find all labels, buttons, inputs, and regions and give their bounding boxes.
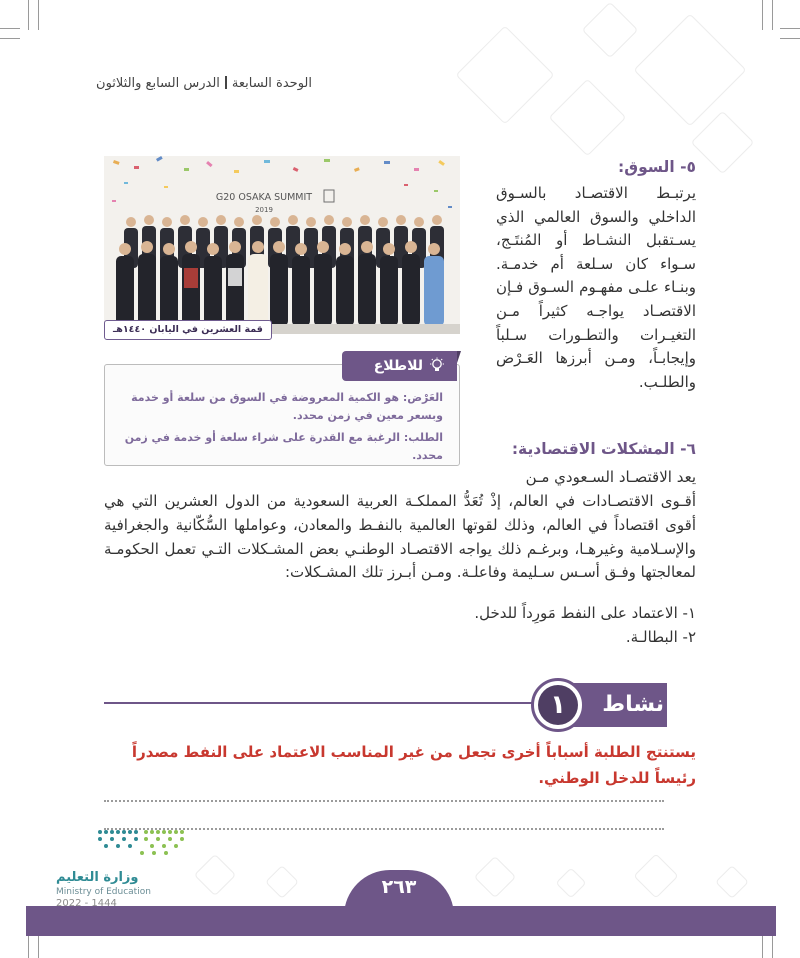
crop-mark [762,0,763,30]
activity-rule [104,702,534,704]
info-tab-label: للاطلاع [373,358,423,374]
section5-heading: ٥- السوق: [618,158,696,176]
unit-title: الوحدة السابعة [231,76,312,91]
supply-definition: العَرْض: هو الكمية المعروضة في السوق من سلعة أو خدمة وبسعر معين في زمن محدد. [131,391,443,422]
info-box-text [121,389,443,469]
banner-title: G20 OSAKA SUMMIT [215,192,313,203]
decor-diamond [265,865,299,899]
decor-diamond [555,867,586,898]
photo-illustration [104,156,460,334]
banner-year: 2019 [255,206,273,214]
decor-diamond [582,2,639,59]
crop-mark [28,0,29,30]
crop-mark [772,0,773,30]
ministry-name-ar: وزارة التعليم [56,870,139,885]
demand-definition: الطلب: الرغبة مع القدرة على شراء سلعة أو خدمة في زمن محدد. [124,431,443,462]
decor-diamond [633,853,678,898]
running-header [96,76,312,91]
crop-mark [780,28,800,29]
crop-mark [780,38,800,39]
photo-caption: قمة العشرين في اليابان ١٤٤٠هـ [104,320,272,340]
decor-diamond [474,856,516,898]
section5-body: يرتبـط الاقتصـاد بالسـوق الداخلي والسوق العالمي الذي يسـتقبل النشـاط أو المُنتَـج، سـواء كان سـلعة أم خدمـة. وبنـاء علـى مفهـوم السـوق فـإن الاقتصـاد يواجـه كثيراً مـن التغيـرات والتطـورات سـلباً وإيجابـاً، ومـن أبرزها العَـرْض والطلـب. [496,184,696,391]
crop-mark [38,0,39,30]
page-number: ٢٦٣ [381,876,417,898]
decor-diamond [715,865,749,899]
section6-intro: يعد الاقتصـاد السـعودي مـن [525,468,696,486]
ministry-name-en: Ministry of Education [56,887,151,897]
section6-body: أقـوى الاقتصـادات في العالم، إذْ تُعَدُّ المملكـة العربية السعودية من الدول العشرين التي هي أقوى اقتصاداً في العالم، وذلك لقوتها العالمية بالنفـط والمعادن، وعواملها السُّكّانية والجغرافية والإسـلامية وغيرهـا، وبرغـم ذلك يواجه الاقتصـاد الوطنـي بعض المشـكلات التـي تعمل الحكومـة لمعالجتها وفـق أسـس سـليمة وفاعلـة. ومـن أبـرز تلك المشـكلات: [104,492,696,582]
info-tab [342,351,457,381]
list-item: ١- الاعتماد على النفط مَورِداً للدخل. [474,604,696,622]
lesson-title: الدرس السابع والثلاثون [96,76,220,91]
activity-label: نشاط [602,692,664,717]
header-separator [225,76,227,89]
crop-mark [0,28,20,29]
g20-summit-photo [104,156,460,334]
activity-question: يستنتج الطلبة أسباباً أخرى تجعل من غير المناسب الاعتماد على النفط مصدراً رئيساً للدخل الوطني. [131,743,696,787]
section6-heading: ٦- المشكلات الاقتصادية: [511,440,696,458]
lightbulb-icon [429,357,445,373]
answer-line [104,800,664,802]
answer-line [104,828,664,830]
edition-year: 2022 - 1444 [56,898,117,909]
ministry-logo-icon [96,828,186,862]
activity-number: ١ [538,685,578,725]
decor-diamond [633,13,746,126]
decor-diamond [549,79,627,157]
crop-mark [0,38,20,39]
decor-diamond [456,26,555,125]
ministry-brand [56,870,178,909]
decor-diamond [691,111,755,175]
decor-diamond [194,854,236,896]
list-item: ٢- البطالـة. [625,628,696,646]
